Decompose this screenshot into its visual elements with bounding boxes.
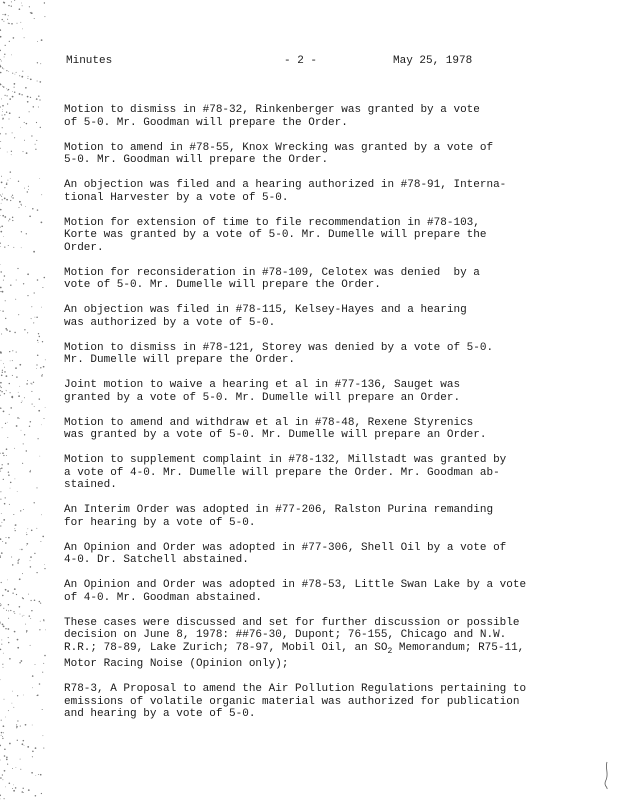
minutes-paragraph bbox=[64, 579, 584, 604]
text-line: was authorized by a vote of 5-0. bbox=[64, 316, 276, 329]
text-line: Motion to supplement complaint in #78-132, Millstadt was granted by bbox=[64, 454, 507, 466]
page-number: - 2 - bbox=[284, 55, 318, 67]
text-line: R.R.; 78-89, Lake Zurich; 78-97, Mobil Oil, an $SO_2$ Memorandum; R75-11, bbox=[64, 641, 525, 656]
text-line: vote of 5-0. Mr. Dumelle will prepare the Order. bbox=[64, 279, 381, 291]
text-line: R78-3, A Proposal to amend the Air Pollution Regulations pertaining to bbox=[64, 683, 527, 695]
text-line: 5-0. Mr. Goodman will prepare the Order. bbox=[64, 154, 329, 166]
text-line: and hearing by a vote of 5-0. bbox=[64, 708, 256, 720]
text-line: An objection was filed in #78-115, Kelsey-Hayes and a hearing bbox=[64, 304, 467, 316]
text-line: Motion to amend in #78-55, Knox Wrecking was granted by a vote of bbox=[64, 141, 494, 154]
minutes-paragraph bbox=[64, 304, 584, 329]
minutes-paragraph bbox=[64, 542, 584, 567]
minutes-paragraph bbox=[64, 217, 584, 255]
text-line: An objection was filed and a hearing authorized in #78-91, Interna- bbox=[64, 179, 507, 191]
text-line: An Opinion and Order was adopted in #78-53, Little Swan Lake by a vote bbox=[64, 579, 527, 591]
text-line: Motion to amend and withdraw et al in #78-48, Rexene Styrenics bbox=[64, 416, 474, 429]
text-line: Order. bbox=[64, 241, 104, 254]
minutes-paragraph bbox=[64, 179, 584, 204]
scan-edge-speckle bbox=[0, 0, 48, 800]
minutes-paragraph bbox=[64, 379, 584, 404]
page-header bbox=[66, 55, 486, 71]
text-line: Joint motion to waive a hearing et al in #77-136, Sauget was bbox=[64, 379, 461, 391]
text-line: An Opinion and Order was adopted in #77-306, Shell Oil by a vote of bbox=[64, 541, 507, 554]
minutes-paragraph bbox=[64, 504, 584, 529]
text-line: Motion for reconsideration in #78-109, Celotex was denied by a bbox=[64, 266, 480, 279]
minutes-body bbox=[64, 104, 584, 733]
minutes-paragraph bbox=[64, 142, 584, 167]
text-line: An Interim Order was adopted in #77-206, Ralston Purina remanding bbox=[64, 504, 494, 516]
text-line: Korte was granted by a vote of 5-0. Mr. Dumelle will prepare the bbox=[64, 229, 487, 241]
text-line: Motion to dismiss in #78-121, Storey was denied by a vote of 5-0. bbox=[64, 341, 494, 354]
text-line: of 5-0. Mr. Goodman will prepare the Order. bbox=[64, 116, 348, 129]
text-line: Motor Racing Noise (Opinion only); bbox=[64, 658, 289, 670]
minutes-paragraph bbox=[64, 104, 584, 129]
text-line: Mr. Dumelle will prepare the Order. bbox=[64, 354, 296, 366]
text-line: decision on June 8, 1978: ##76-30, Dupont; 76-155, Chicago and N.W. bbox=[64, 629, 507, 641]
minutes-paragraph bbox=[64, 454, 584, 492]
text-line: Motion for extension of time to file recommendation in #78-103, bbox=[64, 216, 480, 229]
minutes-paragraph bbox=[64, 617, 584, 671]
text-line: Motion to dismiss in #78-32, Rinkenberger was granted by a vote bbox=[64, 104, 480, 116]
header-title: Minutes bbox=[66, 55, 113, 67]
text-line: granted by a vote of 5-0. Mr. Dumelle will prepare an Order. bbox=[64, 391, 461, 404]
minutes-paragraph bbox=[64, 417, 584, 442]
text-line: tional Harvester by a vote of 5-0. bbox=[64, 191, 289, 204]
text-line: was granted by a vote of 5-0. Mr. Dumelle will prepare an Order. bbox=[64, 429, 487, 441]
text-line: These cases were discussed and set for further discussion or possible bbox=[64, 616, 520, 629]
text-line: stained. bbox=[64, 479, 117, 491]
text-line: of 4-0. Mr. Goodman abstained. bbox=[64, 591, 263, 604]
text-line: 4-0. Dr. Satchell abstained. bbox=[64, 554, 249, 566]
minutes-paragraph bbox=[64, 683, 584, 721]
scan-edge-mark bbox=[602, 760, 612, 790]
text-line: a vote of 4-0. Mr. Dumelle will prepare the Order. Mr. Goodman ab- bbox=[64, 466, 500, 479]
minutes-paragraph bbox=[64, 267, 584, 292]
text-line: for hearing by a vote of 5-0. bbox=[64, 516, 256, 529]
text-line: emissions of volatile organic material was authorized for publication bbox=[64, 695, 520, 708]
minutes-paragraph bbox=[64, 342, 584, 367]
header-date: May 25, 1978 bbox=[393, 55, 473, 67]
